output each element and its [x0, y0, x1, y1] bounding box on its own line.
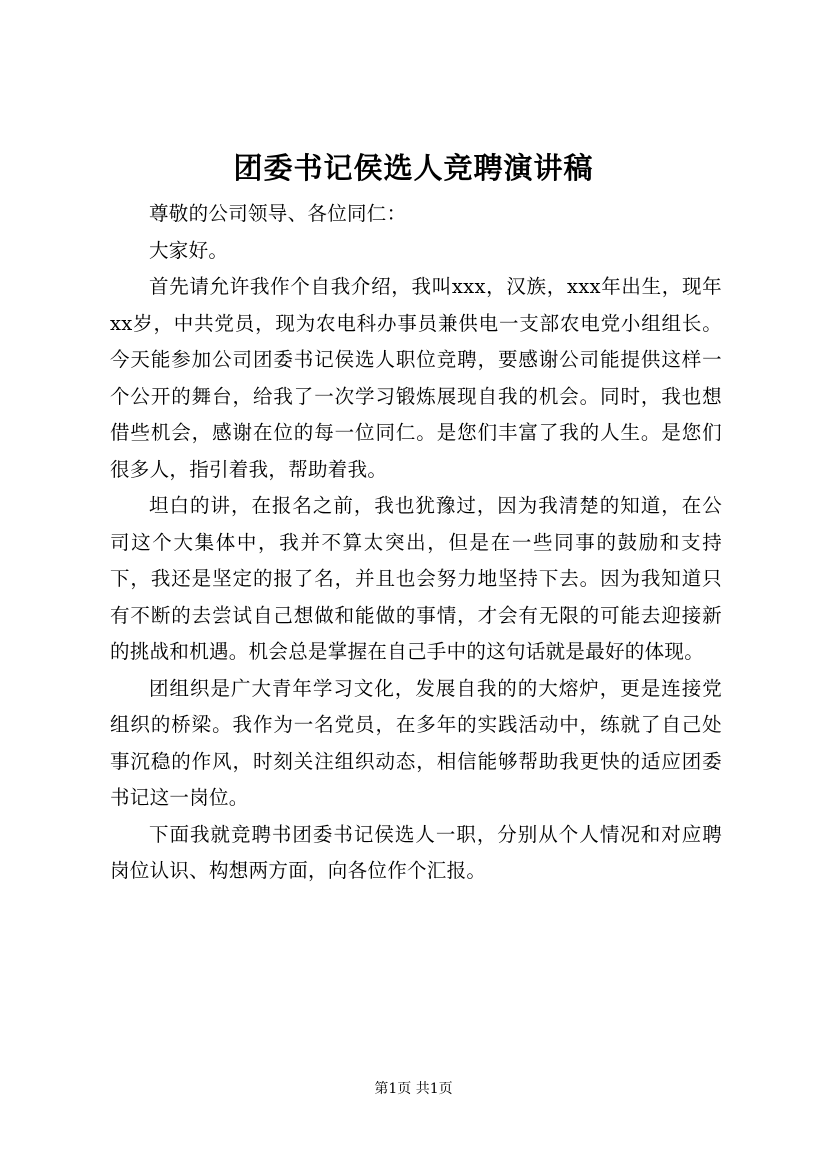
paragraph-greeting: 大家好。 [149, 238, 229, 262]
document-body [110, 196, 722, 890]
document-title: 团委书记侯选人竞聘演讲稿 [233, 151, 594, 185]
paragraph-organization: 团组织是广大青年学习文化，发展自我的的大熔炉，更是连接党组织的桥梁。我作为一名党员，在多年的实践活动中，练就了自己处事沉稳的作风，时刻关注组织动态，相信能够帮助我更快的适应团委书记这一岗位。 [110, 676, 722, 809]
paragraph-introduction: 首先请允许我作个自我介绍，我叫xxx，汉族，xxx年出生，现年xx岁，中共党员，现为农电科办事员兼供电一支部农电党小组组长。今天能参加公司团委书记侯选人职位竞聘，要感谢公司能提供这样一个公开的舞台，给我了一次学习锻炼展现自我的机会。同时，我也想借些机会，感谢在位的每一位同仁。是您们丰富了我的人生。是您们很多人，指引着我，帮助着我。 [110, 275, 722, 481]
paragraph-motivation: 坦白的讲，在报名之前，我也犹豫过，因为我清楚的知道，在公司这个大集体中，我并不算太突出，但是在一些同事的鼓励和支持下，我还是坚定的报了名，并且也会努力地坚持下去。因为我知道只有不断的去尝试自己想做和能做的事情，才会有无限的可能去迎接新的挑战和机遇。机会总是掌握在自己手中的这句话就是最好的体现。 [110, 494, 722, 663]
paragraph-outline: 下面我就竞聘书团委书记侯选人一职，分别从个人情况和对应聘岗位认识、构想两方面，向各位作个汇报。 [110, 822, 722, 882]
paragraph-salutation: 尊敬的公司领导、各位同仁： [149, 202, 407, 225]
page-footer: 第1页 共1页 [374, 1081, 453, 1097]
